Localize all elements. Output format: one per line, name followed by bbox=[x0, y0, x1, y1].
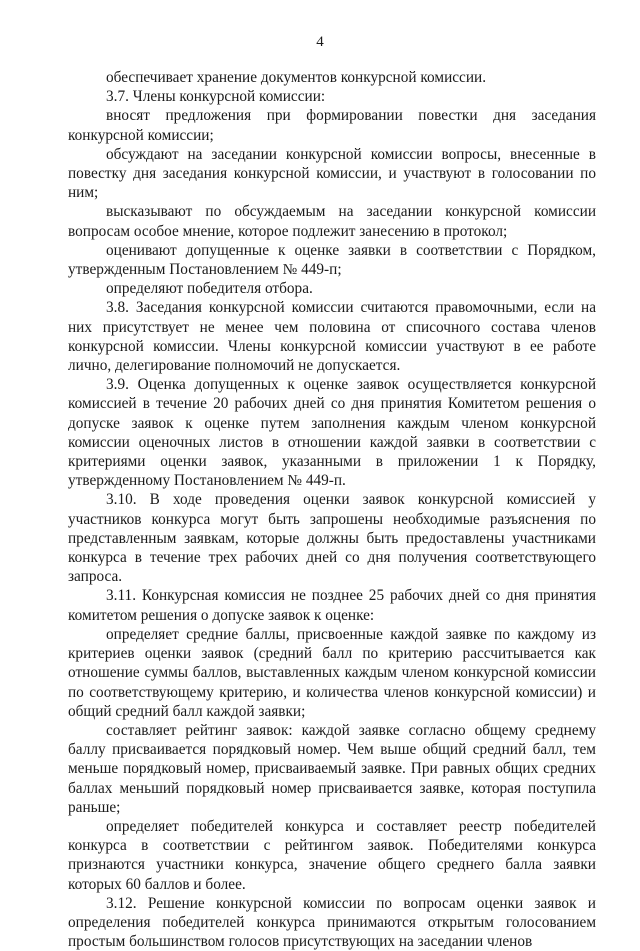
paragraph: 3.7. Члены конкурсной комиссии: bbox=[106, 88, 326, 106]
document-body bbox=[68, 68, 596, 951]
paragraph: 3.12. Решение конкурсной комиссии по вопросам оценки заявок и определения победителей конкурса принимаются открытым голосованием простым большинством голосов присутствующих на заседании членов bbox=[68, 894, 596, 951]
paragraph: составляет рейтинг заявок: каждой заявке согласно общему среднему баллу присваивается порядковый номер. Чем выше общий средний балл, тем меньше порядковый номер, присваиваемый заявке. При равных общих средних баллах меньший порядковый номер присваивается заявке, которая поступила раньше; bbox=[68, 721, 596, 816]
paragraph: 3.10. В ходе проведения оценки заявок конкурсной комиссией у участников конкурса могут быть запрошены необходимые разъяснения по представленным заявкам, которые должны быть предоставлены участниками конкурса в течение трех рабочих дней со дня получения соответствующего запроса. bbox=[68, 491, 596, 586]
paragraph: 3.8. Заседания конкурсной комиссии считаются правомочными, если на них присутствует не менее чем половина от списочного состава членов конкурсной комиссии. Члены конкурсной комиссии участвуют в ее работе лично, делегирование полномочий не допускается. bbox=[68, 299, 596, 375]
paragraph: оценивают допущенные к оценке заявки в соответствии с Порядком, утвержденным Постановлением № 449-п; bbox=[68, 241, 596, 279]
paragraph: обсуждают на заседании конкурсной комиссии вопросы, внесенные в повестку дня заседания конкурсной комиссии, и участвуют в голосовании по ним; bbox=[68, 145, 596, 202]
paragraph: определяет средние баллы, присвоенные каждой заявке по каждому из критериев оценки заявок (средний балл по критерию рассчитывается как отношение суммы баллов, выставленных каждым членом конкурсной комиссии по соответствующему критерию, и количества членов конкурсной комиссии) и общий средний балл каждой заявки; bbox=[68, 625, 596, 720]
paragraph: 3.11. Конкурсная комиссия не позднее 25 рабочих дней со дня принятия комитетом решения о допуске заявок к оценке: bbox=[68, 587, 596, 624]
paragraph: обеспечивает хранение документов конкурсной комиссии. bbox=[106, 69, 487, 86]
paragraph: определяет победителей конкурса и составляет реестр победителей конкурса в соответствии с рейтингом заявок. Победителями конкурса признаются участники конкурса, значение общего среднего балла заявки которых 60 баллов и более. bbox=[68, 817, 596, 893]
paragraph: определяют победителя отбора. bbox=[106, 280, 313, 298]
paragraph: 3.9. Оценка допущенных к оценке заявок осуществляется конкурсной комиссией в течение 20 рабочих дней со дня принятия Комитетом решения о допуске заявок к оценке путем заполнения каждым членом конкурсной комиссии оценочных листов в отношении каждой заявки в соответствии с критериями оценки заявок, указанными в приложении 1 к Порядку, утвержденному Постановлением № 449-п. bbox=[68, 376, 596, 490]
paragraph: вносят предложения при формировании повестки дня заседания конкурсной комиссии; bbox=[68, 107, 596, 144]
page-number: 4 bbox=[316, 34, 324, 50]
paragraph: высказывают по обсуждаемым на заседании конкурсной комиссии вопросам особое мнение, которое подлежит занесению в протокол; bbox=[68, 203, 596, 240]
